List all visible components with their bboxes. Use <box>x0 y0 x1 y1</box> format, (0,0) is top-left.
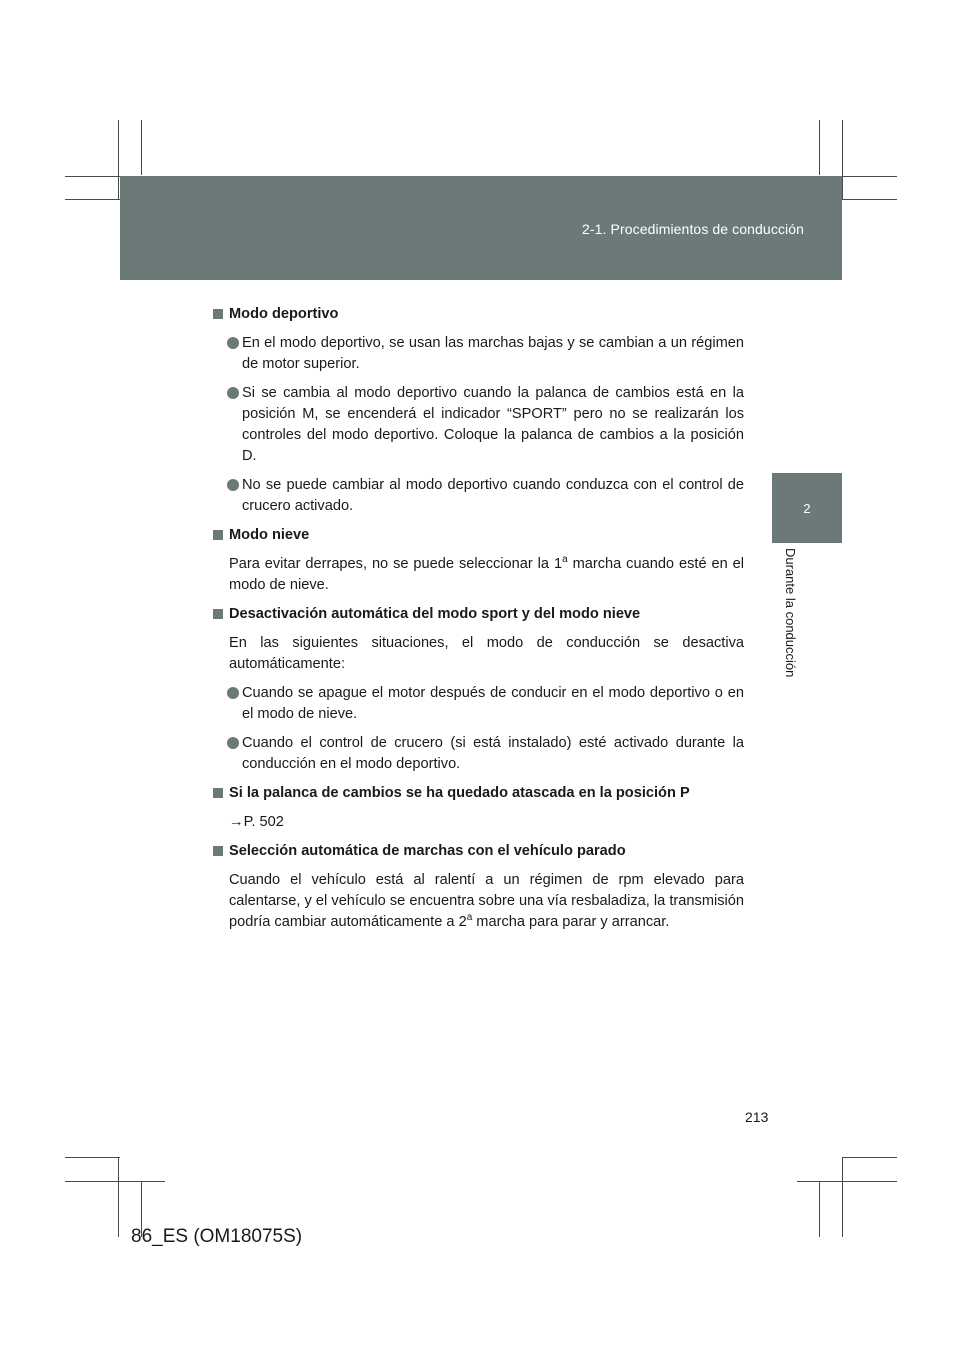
crop-mark <box>797 1181 897 1182</box>
section-heading: Selección automática de marchas con el vehículo parado <box>212 841 744 862</box>
page-number: 213 <box>745 1109 769 1125</box>
round-bullet-icon <box>227 337 239 349</box>
paragraph: En las siguientes situaciones, el modo de conducción se desactiva automáticamente: <box>229 635 744 672</box>
crop-mark <box>842 120 843 200</box>
round-bullet-icon <box>227 737 239 749</box>
page-header <box>120 176 842 280</box>
section-heading: Modo deportivo <box>212 304 744 325</box>
crop-mark <box>819 120 820 175</box>
paragraph: Para evitar derrapes, no se puede seleccionar la 1$^a$ marcha cuando esté en el modo de nieve. <box>229 554 744 593</box>
crop-mark <box>842 1157 897 1158</box>
crop-mark <box>842 199 897 200</box>
paragraph: Cuando el vehículo está al ralentí a un régimen de rpm elevado para calentarse, y el vehículo se encuentra sobre una vía resbaladiza, la transmisión podría cambiar automáticamente a 2$^a$ marcha para parar y arrancar. <box>229 872 744 930</box>
crop-mark <box>842 1157 843 1237</box>
crop-mark <box>819 1181 820 1237</box>
square-bullet-icon <box>213 309 223 319</box>
section-heading: Modo nieve <box>212 525 744 546</box>
crop-mark <box>65 1181 165 1182</box>
crop-mark <box>118 1157 119 1237</box>
list-item: No se puede cambiar al modo deportivo cuando conduzca con el control de crucero activado. <box>212 475 744 517</box>
crop-mark <box>65 199 120 200</box>
round-bullet-icon <box>227 687 239 699</box>
list-item: Si se cambia al modo deportivo cuando la palanca de cambios está en la posición M, se encenderá el indicador “SPORT” pero no se realizarán los controles del modo deportivo. Coloque la palanca de cambios a la posición D. <box>212 383 744 467</box>
crop-mark <box>65 1157 120 1158</box>
square-bullet-icon <box>213 530 223 540</box>
main-content <box>212 304 744 941</box>
chapter-label <box>783 548 816 708</box>
crop-mark <box>141 120 142 175</box>
section-heading: Desactivación automática del modo sport y del modo nieve <box>212 604 744 625</box>
list-item: Cuando el control de crucero (si está instalado) esté activado durante la conducción en el modo deportivo. <box>212 733 744 775</box>
round-bullet-icon <box>227 479 239 491</box>
list-item: En el modo deportivo, se usan las marchas bajas y se cambian a un régimen de motor superior. <box>212 333 744 375</box>
section-title: 2-1. Procedimientos de conducción <box>582 221 804 237</box>
list-item: Cuando se apague el motor después de conducir en el modo deportivo o en el modo de nieve. <box>212 683 744 725</box>
crop-mark <box>118 120 119 200</box>
document-code: 86_ES (OM18075S) <box>131 1226 303 1247</box>
chapter-tab <box>772 473 842 543</box>
square-bullet-icon <box>213 788 223 798</box>
chapter-label-text: Durante la conducción <box>783 548 798 678</box>
chapter-number: 2 <box>803 501 811 516</box>
square-bullet-icon <box>213 846 223 856</box>
page-reference: →P. 502 <box>229 814 284 830</box>
square-bullet-icon <box>213 609 223 619</box>
round-bullet-icon <box>227 387 239 399</box>
section-heading: Si la palanca de cambios se ha quedado atascada en la posición P <box>212 783 744 804</box>
